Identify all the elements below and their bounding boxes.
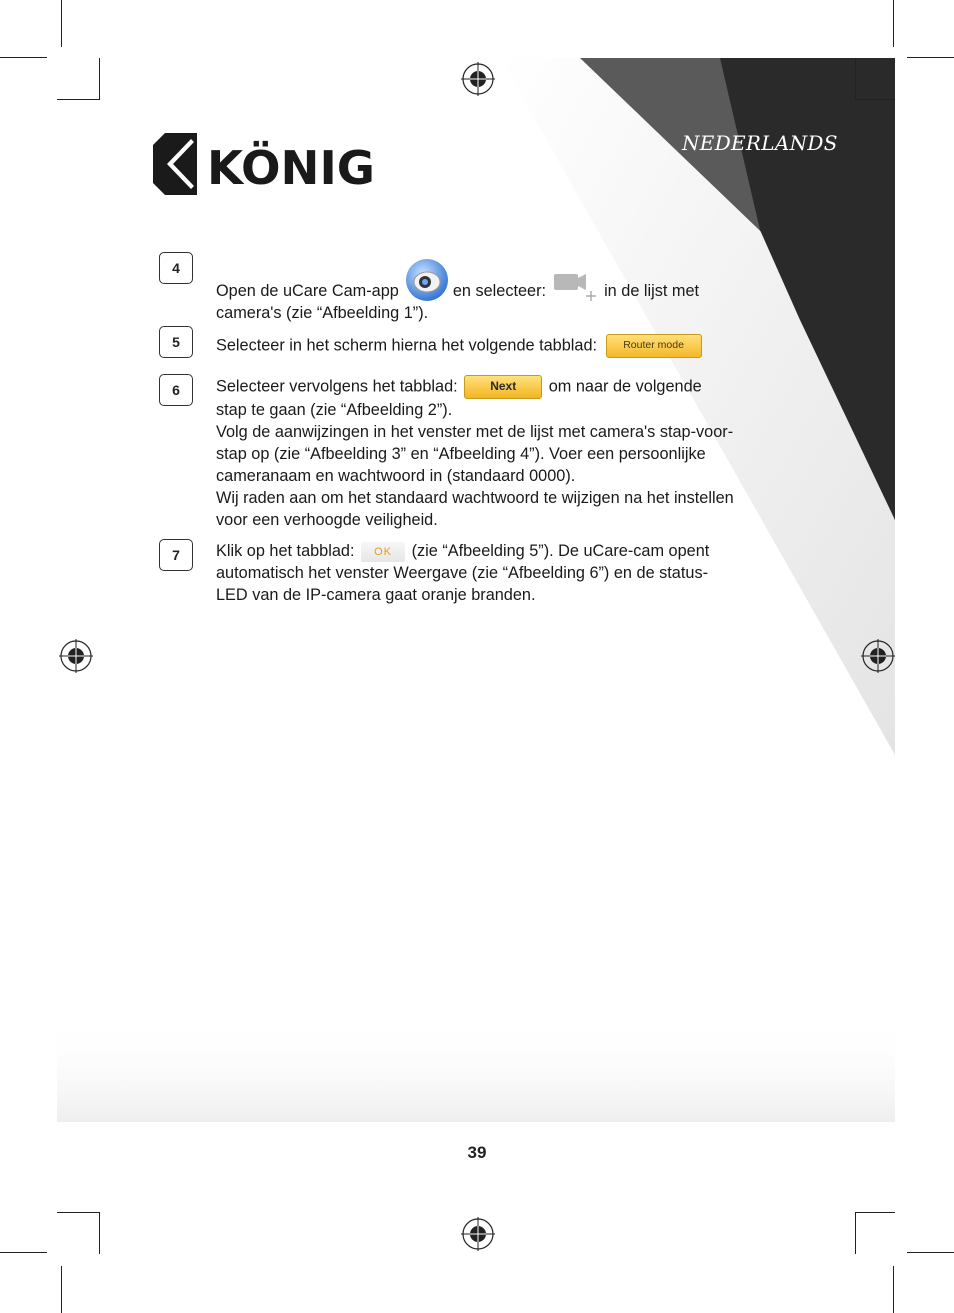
step-number: 5 xyxy=(159,326,193,358)
crop-mark xyxy=(0,1252,47,1253)
crop-mark xyxy=(61,0,62,47)
step-number: 4 xyxy=(159,252,193,284)
step-6-text xyxy=(216,375,736,531)
step-text-segment: Klik op het tabblad: xyxy=(216,542,355,560)
ok-button[interactable]: OK xyxy=(361,542,405,562)
step-number: 6 xyxy=(159,374,193,406)
crop-mark xyxy=(907,57,954,58)
step-text-segment: Selecteer in het scherm hierna het volgende tabblad: xyxy=(216,336,598,355)
registration-mark-icon xyxy=(59,639,93,673)
step-text-segment: Selecteer vervolgens het tabblad: xyxy=(216,377,458,396)
add-camera-icon xyxy=(552,270,598,302)
crop-mark xyxy=(855,1212,895,1213)
crop-mark xyxy=(99,58,100,100)
registration-mark-icon xyxy=(461,62,495,96)
registration-mark-icon xyxy=(861,639,895,673)
svg-text:KÖNIG: KÖNIG xyxy=(207,141,375,195)
bottom-fade xyxy=(57,1020,895,1122)
brand-logo xyxy=(153,133,378,195)
crop-mark xyxy=(0,57,47,58)
step-number: 7 xyxy=(159,539,193,571)
step-text-segment: om naar de volgende stap te gaan (zie “Afbeelding 2”). xyxy=(216,377,702,419)
crop-mark xyxy=(99,1212,100,1254)
step-text-segment: en selecteer: xyxy=(452,282,547,300)
konig-logo-icon xyxy=(153,133,378,195)
page-number: 39 xyxy=(467,1143,487,1162)
router-mode-button[interactable]: Router mode xyxy=(606,334,702,358)
crop-mark xyxy=(855,1212,856,1254)
step-text-segment: Open de uCare Cam-app xyxy=(216,282,399,300)
next-button[interactable]: Next xyxy=(464,375,542,399)
language-label: NEDERLANDS xyxy=(682,131,838,155)
crop-mark xyxy=(57,99,99,100)
step-text-paragraph: Wij raden aan om het standaard wachtwoord te wijzigen na het instellen voor een verhoogde veiligheid. xyxy=(216,489,734,529)
crop-mark xyxy=(855,99,895,100)
registration-mark-icon xyxy=(461,1217,495,1251)
step-5-text xyxy=(216,334,736,358)
crop-mark xyxy=(907,1252,954,1253)
crop-mark xyxy=(893,0,894,47)
crop-mark xyxy=(57,1212,99,1213)
step-4-text xyxy=(216,272,736,324)
step-text-paragraph: Volg de aanwijzingen in het venster met de lijst met camera's stap-voor-stap op (zie “Afbeelding 3” en “Afbeelding 4”). Voer een persoonlijke cameranaam en wachtwoord in (standaard 0000). xyxy=(216,423,734,485)
crop-mark xyxy=(855,58,856,100)
ucare-cam-app-icon xyxy=(405,258,449,302)
crop-mark xyxy=(893,1266,894,1313)
crop-mark xyxy=(61,1266,62,1313)
step-text-segment: in de lijst met camera's (zie “Afbeelding 1”). xyxy=(216,282,700,322)
step-text-segment: (zie “Afbeelding 5”). De uCare-cam opent automatisch het venster Weergave (zie “Afbeelding 6”) en de status-LED van de IP-camera gaat oranje branden. xyxy=(216,542,710,604)
step-7-text xyxy=(216,540,736,606)
